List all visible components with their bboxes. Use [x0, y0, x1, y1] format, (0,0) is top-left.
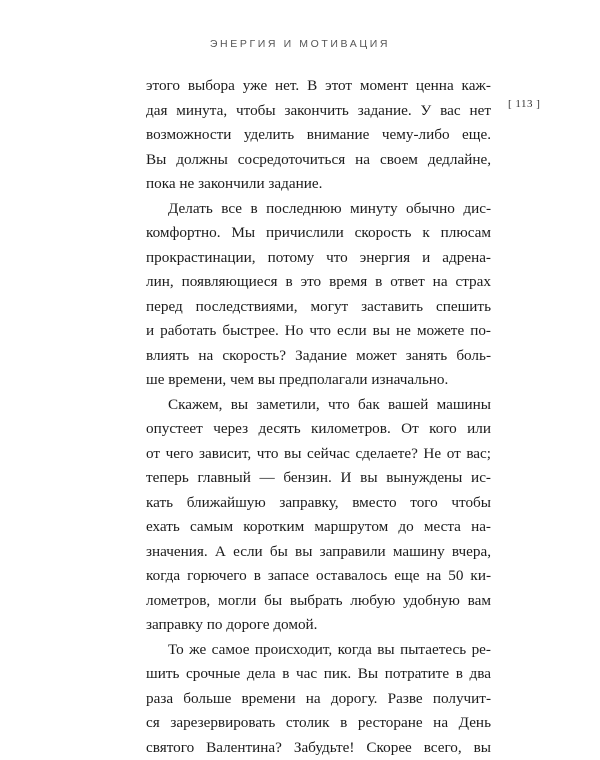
text-line: Скажем, вы заметили, что бак вашей машины — [146, 393, 491, 418]
text-line: То же самое происходит, когда вы пытаетесь ре- — [146, 638, 491, 663]
text-line: заправку по дороге домой. — [146, 613, 491, 638]
text-line: и работать быстрее. Но что если вы не можете по- — [146, 319, 491, 344]
text-line: прокрастинации, потому что энергия и адрена- — [146, 246, 491, 271]
text-line: кать ближайшую заправку, вместо того чтобы — [146, 491, 491, 516]
text-line: шить срочные дела в час пик. Вы потратите в два — [146, 662, 491, 687]
text-line: значения. А если бы вы заправили машину вчера, — [146, 540, 491, 565]
text-line: возможности уделить внимание чему-либо еще. — [146, 123, 491, 148]
text-line: Вы должны сосредоточиться на своем дедлайне, — [146, 148, 491, 173]
text-line: святого Валентина? Забудьте! Скорее всего, вы — [146, 736, 491, 760]
text-line: влиять на скорость? Задание может занять боль- — [146, 344, 491, 369]
text-line: перед последствиями, могут заставить спешить — [146, 295, 491, 320]
text-line: Делать все в последнюю минуту обычно дис- — [146, 197, 491, 222]
text-line: ехать самым коротким маршрутом до места на- — [146, 515, 491, 540]
text-line: ше времени, чем вы предполагали изначально. — [146, 368, 491, 393]
text-line: комфортно. Мы причислили скорость к плюсам — [146, 221, 491, 246]
text-line: лометров, могли бы выбрать любую удобную вам — [146, 589, 491, 614]
text-line: этого выбора уже нет. В этот момент ценна каж- — [146, 74, 491, 99]
text-line: раза больше времени на дорогу. Разве получит- — [146, 687, 491, 712]
page-number: [ 113 ] — [508, 98, 540, 110]
text-line: теперь главный — бензин. И вы вынуждены ис- — [146, 466, 491, 491]
text-line: когда горючего в запасе оставалось еще на 50 ки- — [146, 564, 491, 589]
text-line: ся зарезервировать столик в ресторане на День — [146, 711, 491, 736]
text-line: лин, появляющиеся в это время в ответ на страх — [146, 270, 491, 295]
running-head: ЭНЕРГИЯ И МОТИВАЦИЯ — [0, 38, 600, 50]
text-line: опустеет через десять километров. От кого или — [146, 417, 491, 442]
text-line: дая минута, чтобы закончить задание. У вас нет — [146, 99, 491, 124]
text-line: пока не закончили задание. — [146, 172, 491, 197]
body-text — [146, 74, 491, 760]
text-line: от чего зависит, что вы сейчас сделаете? Не от вас; — [146, 442, 491, 467]
